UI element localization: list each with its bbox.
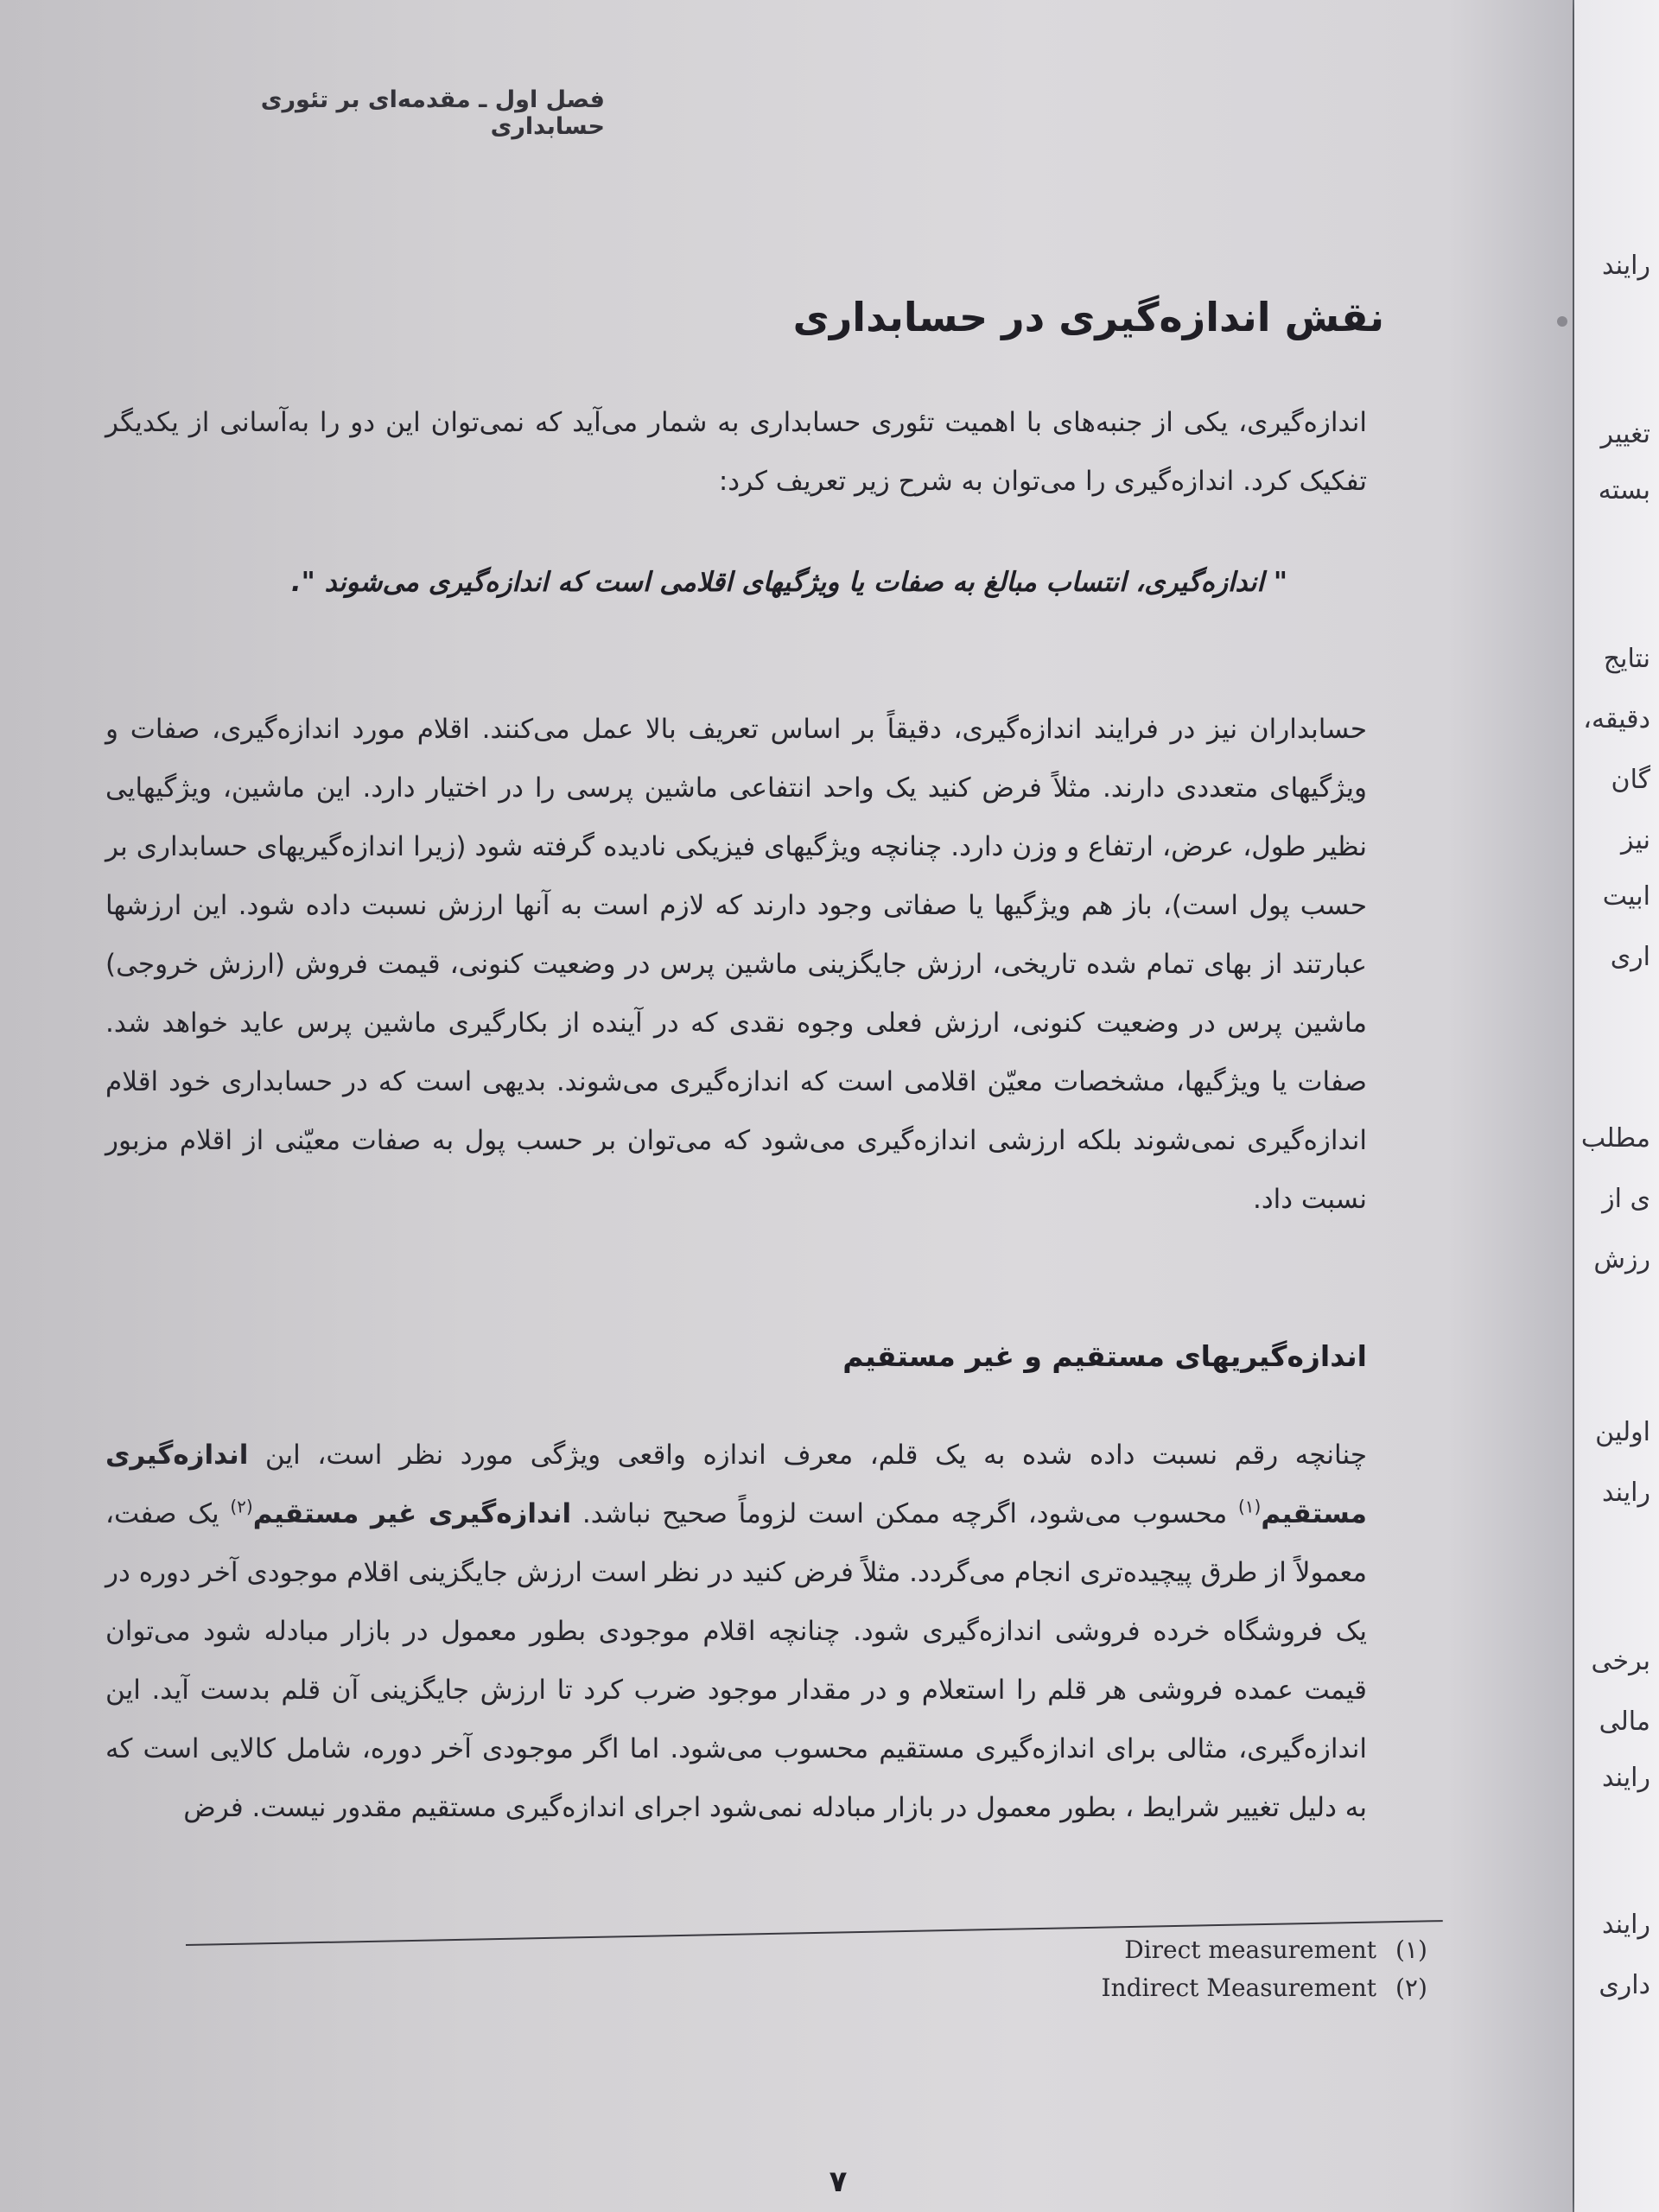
adjacent-text-fragment: تغییر xyxy=(1600,419,1650,449)
footnote-2 xyxy=(834,1974,1439,2012)
adjacent-text-fragment: ی از xyxy=(1602,1184,1650,1214)
margin-dot xyxy=(1557,316,1567,327)
section-title: اندازه‌گیریهای مستقیم و غیر مستقیم xyxy=(842,1339,1367,1373)
footnote-mark: (۱) xyxy=(1395,1936,1427,1964)
section-paragraph xyxy=(105,1426,1367,1837)
footnote-text: Direct measurement xyxy=(1124,1936,1376,1964)
adjacent-text-fragment: رایند xyxy=(1602,251,1650,281)
adjacent-text-fragment: دقیقه، xyxy=(1583,704,1650,734)
adjacent-text-fragment: گان xyxy=(1611,765,1650,795)
adjacent-text-fragment: ابیت xyxy=(1602,881,1650,912)
running-header: فصل اول ـ مقدمه‌ای بر تئوری حسابداری xyxy=(260,86,605,140)
adjacent-text-fragment: مطلب xyxy=(1580,1123,1650,1154)
footnote-text: Indirect Measurement xyxy=(1101,1974,1376,2002)
footnote-ref-2: (۲) xyxy=(230,1496,253,1517)
section-text-3: یک صفت، معمولاً از طرق پیچیده‌تری انجام می‌گردد. مثلاً فرض کنید در نظر است ارزش جایگزینی اقلام موجودی آخر دوره در یک فروشگاه خرده فروشی اندازه‌گیری شود. چنانچه اقلام موجودی بطور معمول در بازار مبادله شود می‌توان قیمت عمده فروشی هر قلم را استعلام و در مقدار موجود ضرب کرد تا ارزش جایگزینی آن قلم بدست آید. این اندازه‌گیری، مثالی برای اندازه‌گیری مستقیم محسوب می‌شود. اما اگر موجودی آخر دوره، شامل کالایی است که به دلیل تغییر شرایط ، بطور معمول در بازار مبادله نمی‌شود اجرای اندازه‌گیری مستقیم مقدور نیست. فرض xyxy=(105,1498,1367,1823)
adjacent-text-fragment: نتایج xyxy=(1603,644,1650,674)
term-direct-measurement: اندازه‌گیری مستقیم xyxy=(105,1440,1367,1529)
page-number: ۷ xyxy=(829,2164,848,2199)
footnote-mark: (۲) xyxy=(1395,1974,1427,2002)
footnote-ref-1: (۱) xyxy=(1237,1496,1262,1517)
adjacent-text-fragment: نیز xyxy=(1621,825,1650,855)
adjacent-page-edge xyxy=(1574,0,1659,2212)
section-text-2: محسوب می‌شود، اگرچه ممکن است لزوماً صحیح نباشد. xyxy=(571,1498,1238,1529)
term-indirect-measurement: اندازه‌گیری غیر مستقیم xyxy=(252,1498,572,1529)
intro-paragraph: اندازه‌گیری، یکی از جنبه‌های با اهمیت تئوری حسابداری به شمار می‌آید که نمی‌توان این دو را به‌آسانی از یکدیگر تفکیک کرد. اندازه‌گیری را می‌توان به شرح زیر تعریف کرد: xyxy=(105,407,1367,497)
adjacent-text-fragment: رایند xyxy=(1602,1763,1650,1793)
adjacent-text-fragment: رایند xyxy=(1602,1910,1650,1940)
definition-quote: " اندازه‌گیری، انتساب مبالغ به صفات یا ویژگیهای اقلامی است که اندازه‌گیری می‌شوند ". xyxy=(290,567,1287,598)
body-paragraph: حسابداران نیز در فرایند اندازه‌گیری، دقیقاً بر اساس تعریف بالا عمل می‌کنند. اقلام مورد اندازه‌گیری، صفات و ویژگیهای متعددی دارند. مثلاً فرض کنید یک واحد انتفاعی ماشین پرسی را در اختیار دارد. این ماشین، ویژگیهایی نظیر طول، عرض، ارتفاع و وزن دارد. چنانچه ویژگیهای فیزیکی نادیده گرفته شود (زیرا اندازه‌گیریهای حسابداری بر حسب پول است)، باز هم ویژگیها یا صفاتی وجود دارند که لازم است به آنها ارزش نسبت داده شود. این ارزشها عبارتند از بهای تمام شده تاریخی، ارزش جایگزینی ماشین پرس در وضعیت کنونی، قیمت فروش (ارزش خروجی) ماشین پرس در وضعیت کنونی، ارزش فعلی وجوه نقدی که در آینده از بکارگیری ماشین پرس عاید خواهد شد. صفات یا ویژگیها، مشخصات معیّن اقلامی است که اندازه‌گیری می‌شوند. بدیهی است که در حسابداری خود اقلام اندازه‌گیری نمی‌شوند بلکه ارزشی اندازه‌گیری می‌شود که می‌توان بر حسب پول به صفات معیّنی از اقلام مزبور نسبت داد. xyxy=(105,714,1367,1215)
adjacent-text-fragment: رایند xyxy=(1602,1478,1650,1508)
adjacent-text-fragment: برخی xyxy=(1591,1646,1650,1676)
adjacent-text-fragment: رزش xyxy=(1593,1244,1650,1274)
adjacent-text-fragment: بسته xyxy=(1598,475,1650,505)
adjacent-text-fragment: داری xyxy=(1599,1970,1650,2000)
adjacent-text-fragment: اری xyxy=(1610,942,1650,972)
section-text-1: چنانچه رقم نسبت داده شده به یک قلم، معرف اندازه واقعی ویژگی مورد نظر است، این xyxy=(248,1440,1367,1471)
footnote-1 xyxy=(834,1936,1439,1974)
adjacent-text-fragment: اولین xyxy=(1595,1417,1650,1447)
chapter-title: نقش اندازه‌گیری در حسابداری xyxy=(792,294,1384,340)
adjacent-text-fragment: مالی xyxy=(1599,1707,1650,1737)
footnotes xyxy=(834,1936,1439,2012)
